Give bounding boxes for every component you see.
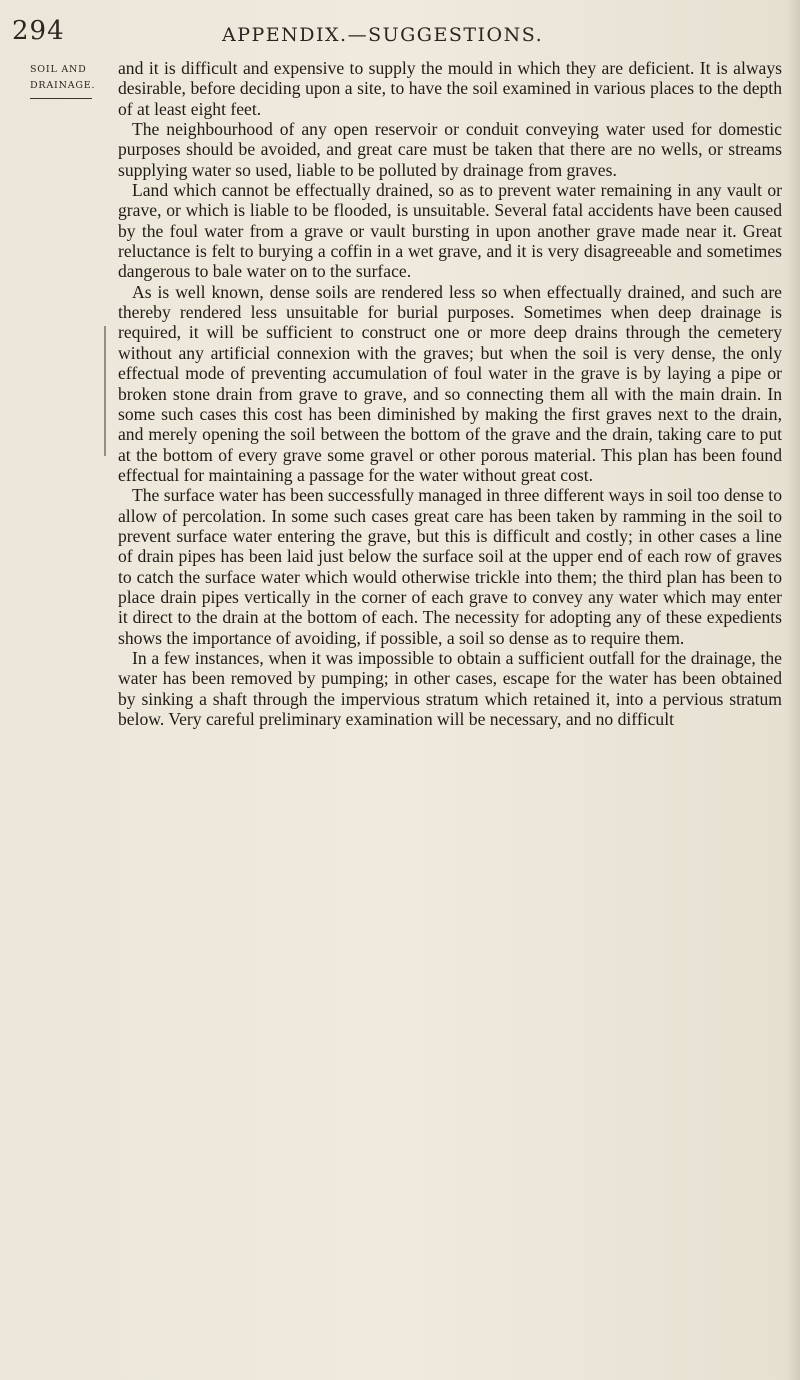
- page-number: 294: [12, 16, 65, 46]
- sidenote-rule: [30, 98, 92, 99]
- paragraph: As is well known, dense soils are rendered less so when effectually drained, and such are thereby rendered less unsuitable for burial purposes. Sometimes when deep drainage is required, it will be sufficient to construct one or more deep drains through the cemetery without any artificial connexion with the graves; but when the soil is very dense, the only effectual mode of preventing accumulation of foul water in the grave is by laying a pipe or broken stone drain from grave to grave, and so connecting them all with the main drain. In some such cases this cost has been diminished by making the first graves next to the drain, and merely opening the soil between the bottom of the grave and the drain, taking care to put at the bottom of every grave some gravel or other porous material. This plan has been found effectual for maintaining a passage for the water without great cost.: [118, 281, 782, 485]
- body-text: [118, 58, 782, 729]
- paragraph: In a few instances, when it was impossible to obtain a sufficient outfall for the drainage, the water has been removed by pumping; in other cases, escape for the water has been obtained by sinking a shaft through the impervious stratum which retained it, into a pervious stratum below. Very careful preliminary examination will be necessary, and no difficult: [118, 647, 782, 729]
- page-edge-shadow: [786, 0, 800, 1380]
- running-head: APPENDIX.—SUGGESTIONS.: [222, 24, 544, 46]
- paragraph: Land which cannot be effectually drained, so as to prevent water remaining in any vault or grave, or which is liable to be flooded, is unsuitable. Several fatal accidents have been caused by the foul water from a grave or vault bursting in upon another grave made near it. Great reluctance is felt to burying a coffin in a wet grave, and it is very disagreeable and sometimes dangerous to bale water on to the surface.: [118, 180, 782, 282]
- paragraph: The neighbourhood of any open reservoir or conduit conveying water used for domestic purposes should be avoided, and great care must be taken that there are no wells, or streams supplying water so used, liable to be polluted by drainage from graves.: [118, 119, 782, 180]
- sidenote-line-2: DRAINAGE.: [30, 80, 96, 91]
- page-header: [0, 14, 800, 54]
- margin-sidenote: [30, 62, 110, 94]
- paragraph: The surface water has been successfully managed in three different ways in soil too dense to allow of percolation. In some such cases great care has been taken by ramming in the soil to prevent surface water entering the grave, but this is difficult and costly; in other cases a line of drain pipes has been laid just below the surface soil at the upper end of each row of graves to catch the surface water which would otherwise trickle into them; the third plan has been to place drain pipes vertically in the corner of each grave to convey any water which may enter it direct to the drain at the bottom of each. The necessity for adopting any of these expedients shows the importance of avoiding, if possible, a soil so dense as to require them.: [118, 485, 782, 648]
- margin-pencil-mark: [104, 326, 106, 456]
- paragraph: and it is difficult and expensive to supply the mould in which they are deficient. It is always desirable, before deciding upon a site, to have the soil examined in various places to the depth of at least eight feet.: [118, 58, 782, 119]
- sidenote-line-1: SOIL AND: [30, 64, 87, 75]
